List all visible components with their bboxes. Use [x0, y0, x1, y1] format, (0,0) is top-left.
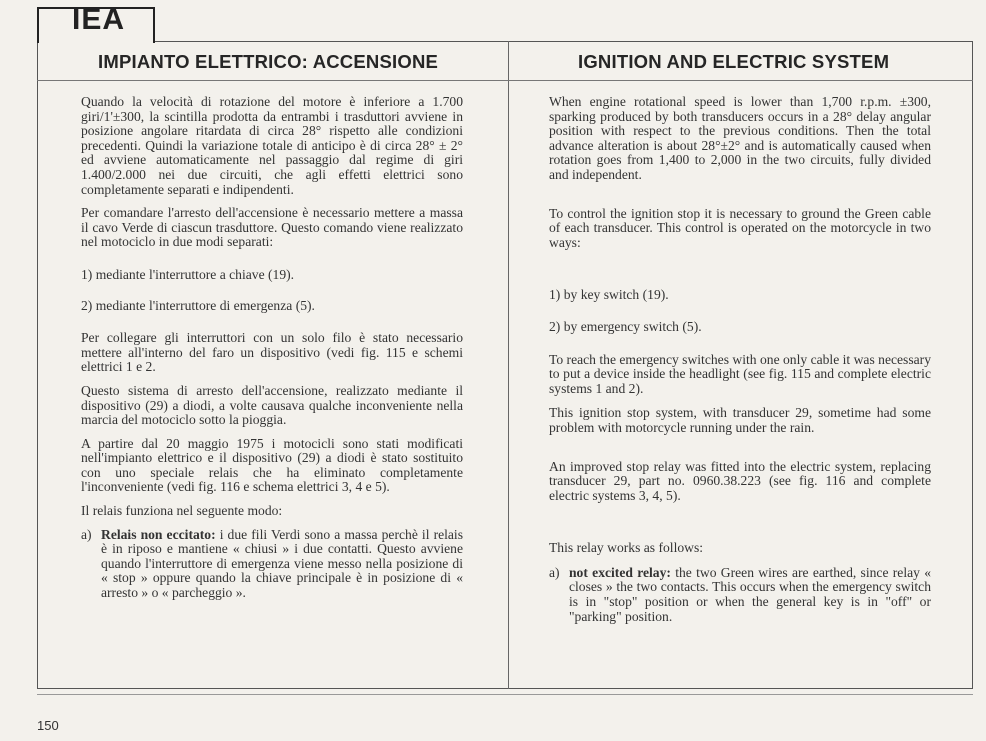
en-item-2: 2) by emergency switch (5). [549, 318, 702, 334]
it-paragraph-1: Quando la velocità di rotazione del motore è inferiore a 1.700 giri/1'±300, la scintilla prodotta da entrambi i trasduttori avviene in posizione angolare ritardata di circa 28° rispetto alle condizioni precedenti. Quindi la variazione totale di anticipo è di circa 28° ± 2° ed avviene automaticamente nel passaggio dal regime di giri 1.400/2.000 nei due circuiti, che agli effetti elettrici sono completamente separati e indipendenti. [81, 94, 463, 197]
it-item-1: 1) mediante l'interruttore a chiave (19). [81, 266, 295, 282]
en-paragraph-2: To control the ignition stop it is necessary to ground the Green cable of each transducer. This control is operated on the motorcycle in two ways: [549, 205, 931, 250]
it-item-a-text [101, 528, 463, 601]
it-paragraph-5: A partire dal 20 maggio 1975 i motocicli sono stati modificati nell'impianto elettrico e il dispositivo (29) a diodi è stato sostituito con uno speciale relais che ha eliminato completamente l'inconveniente (vedi fig. 116 e schema elettrici 3, 4 e 5). [81, 435, 463, 495]
it-item-a [81, 528, 463, 601]
title-italian: IMPIANTO ELETTRICO: ACCENSIONE [98, 51, 439, 72]
title-english: IGNITION AND ELECTRIC SYSTEM [578, 51, 890, 72]
it-item-a-label: a) [81, 526, 92, 542]
logo-text: IEA [72, 3, 126, 36]
english-column [549, 95, 931, 624]
en-paragraph-4: This ignition stop system, with transducer 29, sometime had some problem with motorcycle running under the rain. [549, 405, 931, 435]
it-item-2: 2) mediante l'interruttore di emergenza (5). [81, 297, 315, 313]
header-divider [37, 80, 973, 81]
it-item-a-bold: Relais non eccitato: [101, 526, 216, 542]
en-item-a-body: the two Green wires are earthed, since relay « closes » the two contacts. This occurs when the emergency switch is in "stop" position or when the general key is in "off" or "parking" position. [569, 564, 931, 624]
en-item-a [549, 566, 931, 624]
en-item-1: 1) by key switch (19). [549, 287, 669, 303]
bottom-rule [37, 694, 973, 695]
en-item-a-bold: not excited relay: [569, 564, 671, 580]
en-paragraph-5: An improved stop relay was fitted into the electric system, replacing transducer 29, part no. 0960.38.223 (see fig. 116 and complete electric systems 3, 4, 5). [549, 458, 931, 503]
en-paragraph-1: When engine rotational speed is lower than 1,700 r.p.m. ±300, sparking produced by both transducers occurs in a 28° delay angular position with respect to the previous conditions. Then the total advance alteration is about 28°±2° and is automatically caused when rotation goes from 1,400 to 2,000 in the two circuits, fully divided and independent. [549, 94, 931, 182]
italian-column [81, 95, 463, 601]
page-number: 150 [37, 718, 59, 733]
it-item-a-body: i due fili Verdi sono a massa perchè il relais è in riposo e mantiene « chiusi » i due contatti. Questo avviene quando l'interruttore di emergenza viene messo nella posizione di « stop » oppure quando la chiave principale è in posizione di « arresto » o « parcheggio ». [101, 526, 464, 601]
it-paragraph-3: Per collegare gli interruttori con un solo filo è stato necessario mettere all'interno del faro un dispositivo (vedi fig. 115 e schemi elettrici 1 e 2. [81, 330, 463, 375]
en-item-a-label: a) [549, 564, 560, 580]
column-divider [508, 41, 509, 689]
en-paragraph-3: To reach the emergency switches with one only cable it was necessary to put a device inside the headlight (see fig. 115 and complete electric systems 1 and 2). [549, 351, 931, 396]
it-paragraph-4: Questo sistema di arresto dell'accensione, realizzato mediante il dispositivo (29) a diodi, a volte causava qualche inconveniente nella marcia del motociclo sotto la pioggia. [81, 382, 463, 428]
en-item-a-text [569, 566, 931, 624]
en-paragraph-6: This relay works as follows: [549, 540, 704, 556]
it-paragraph-6: Il relais funziona nel seguente modo: [81, 503, 283, 519]
it-paragraph-2: Per comandare l'arresto dell'accensione è necessario mettere a massa il cavo Verde di ciascun trasduttore. Questo comando viene realizzato nel motociclo in due modi separati: [81, 205, 463, 250]
